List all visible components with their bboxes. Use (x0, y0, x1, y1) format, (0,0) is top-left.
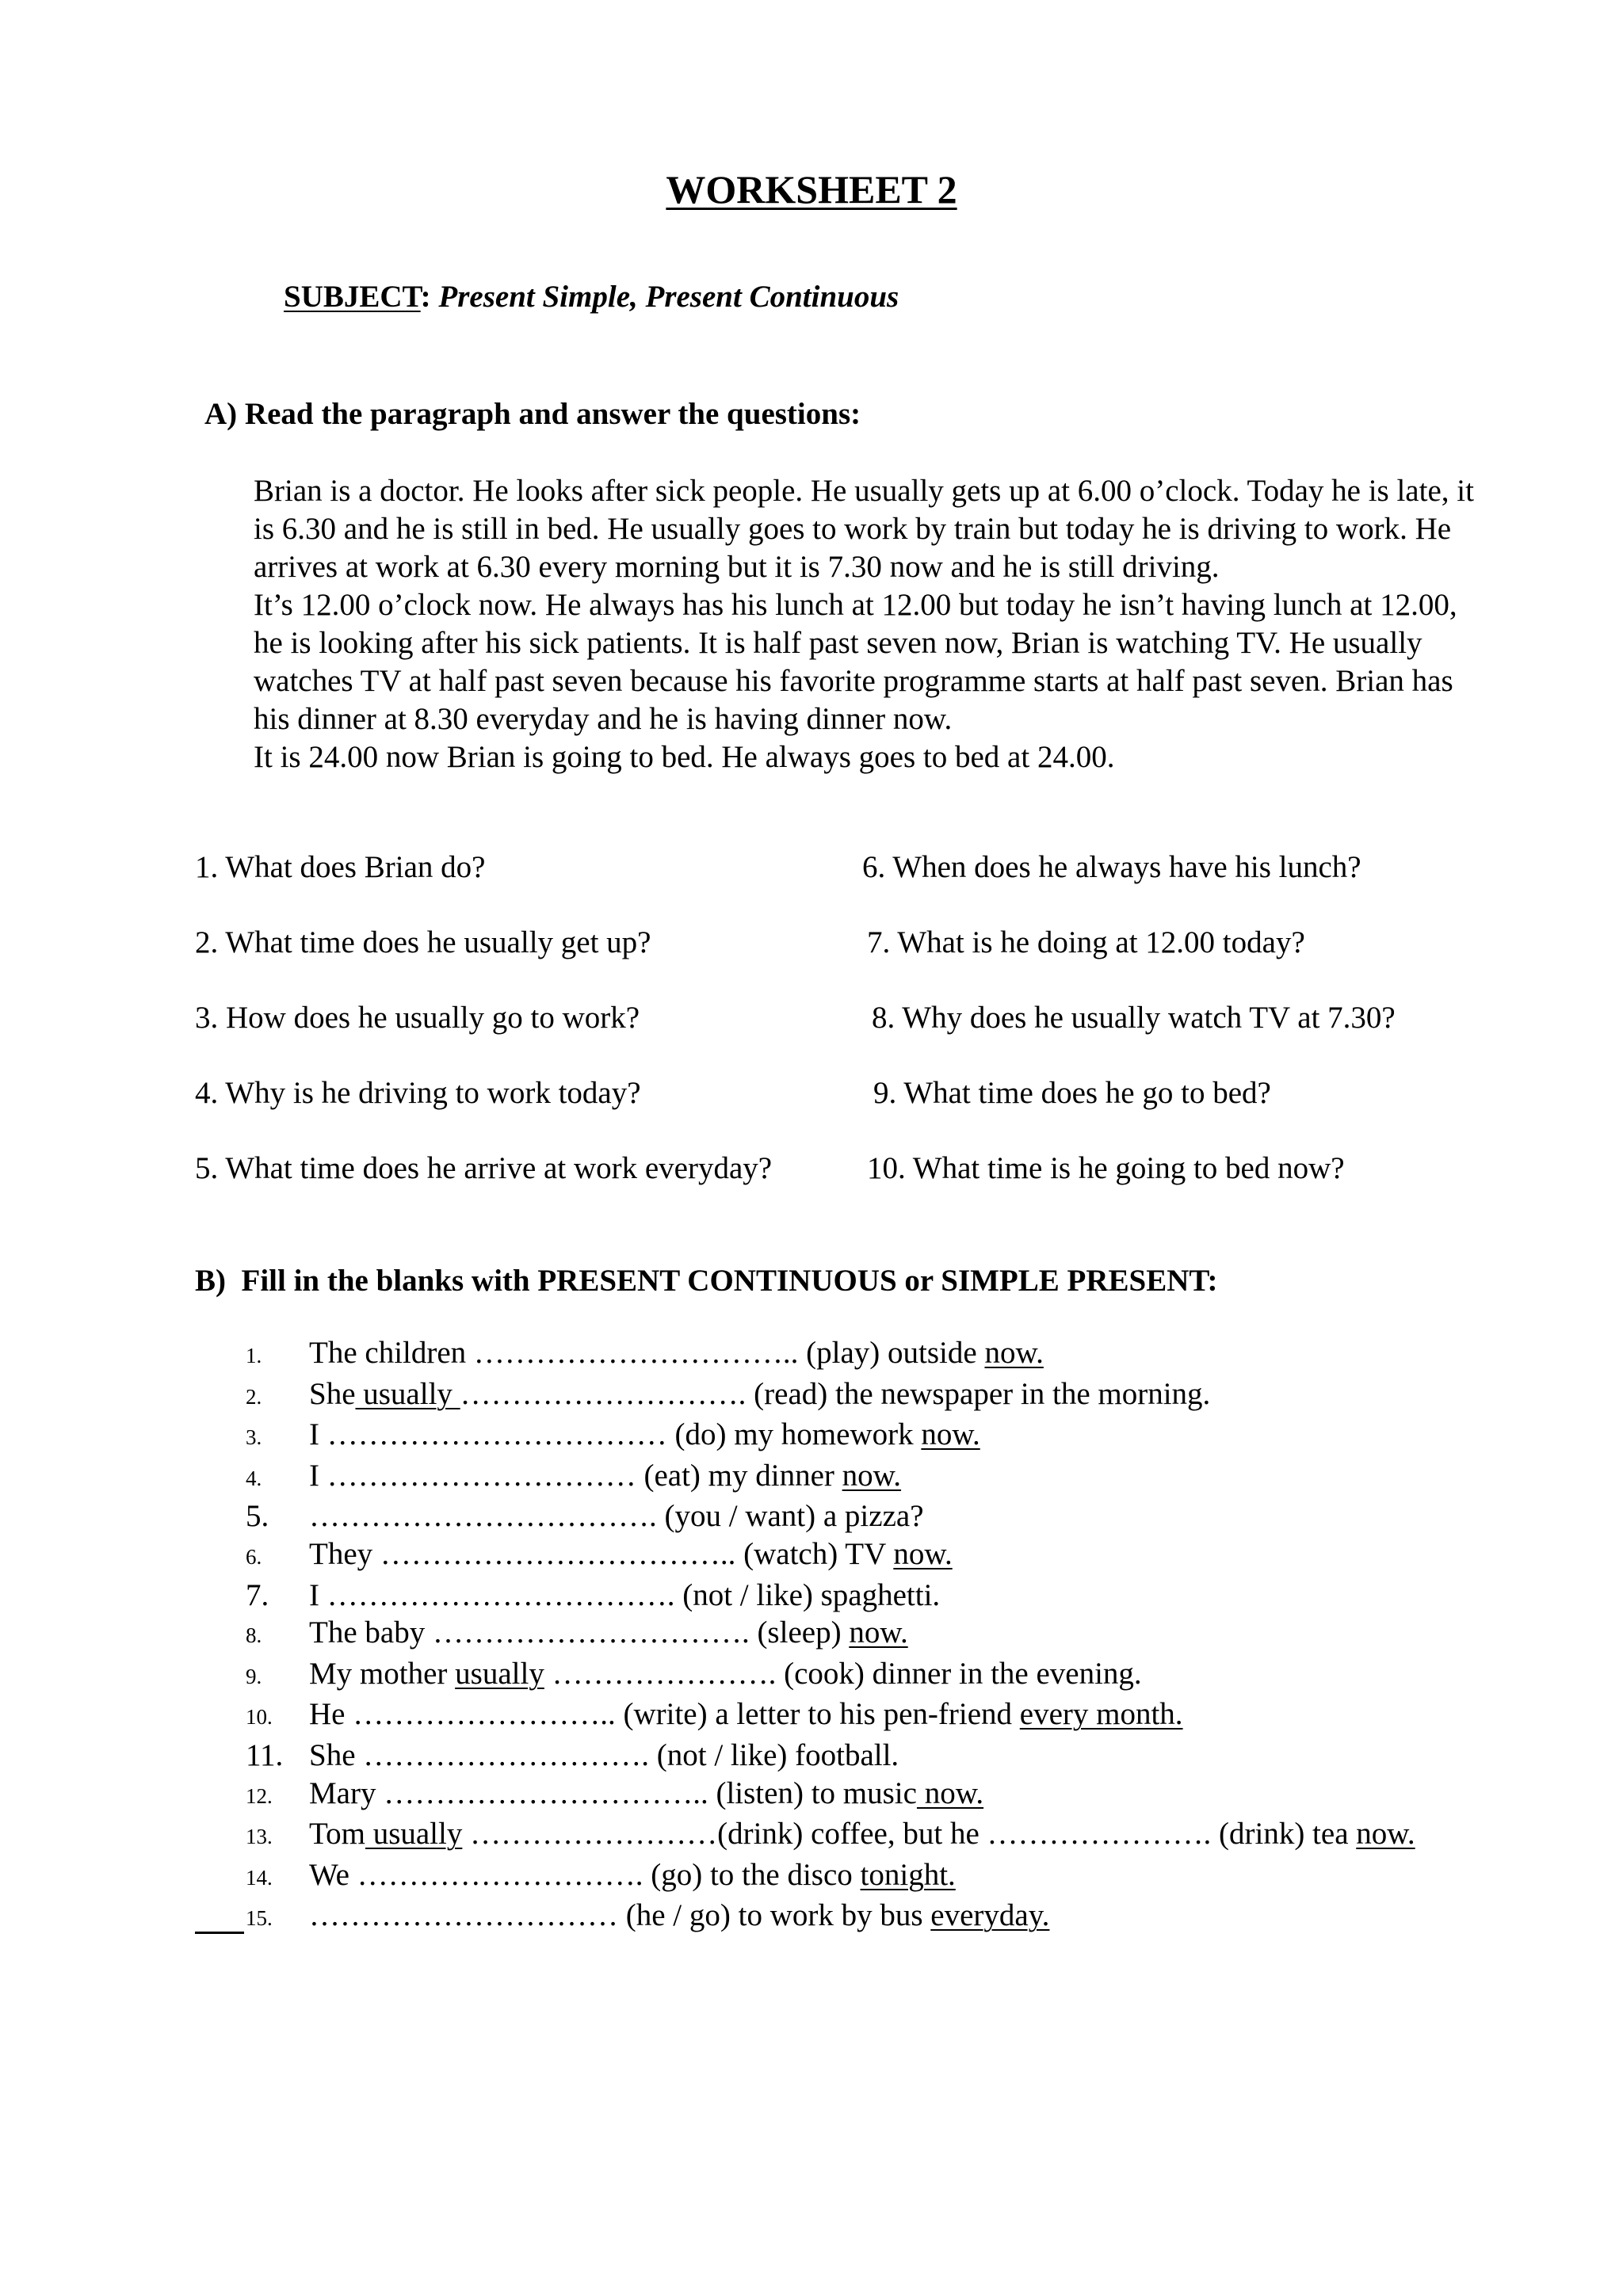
item-text: I …………………………… (do) my homework (309, 1417, 922, 1452)
reading-paragraph (195, 472, 1479, 776)
underlined-text: usually (365, 1817, 463, 1852)
item-text: He …………………….. (write) a letter to his pen-friend (309, 1697, 1020, 1732)
underlined-text: usually (455, 1656, 544, 1691)
question-item: 6. When does he always have his lunch? (862, 850, 1361, 884)
item-number: 3. (246, 1425, 262, 1450)
worksheet-title: WORKSHEET 2 (666, 167, 957, 212)
fill-item (230, 1655, 1415, 1696)
subject-line (284, 279, 899, 315)
fill-item (230, 1897, 1415, 1938)
item-text: ………………………… (he / go) to work by bus (309, 1898, 931, 1933)
question-item: 3. How does he usually go to work? (195, 1001, 640, 1035)
item-text: We ………………………. (go) to the disco (309, 1857, 861, 1892)
question-item: 2. What time does he usually get up? (195, 925, 651, 959)
underlined-text: now. (893, 1536, 953, 1571)
fill-item (230, 1577, 1415, 1615)
underlined-text: now. (1356, 1817, 1415, 1852)
item-text: ……………………………. (you / want) a pizza? (309, 1499, 924, 1534)
item-text: She (309, 1376, 356, 1411)
subject-label: SUBJECT (284, 280, 421, 314)
underlined-text: every month. (1019, 1697, 1183, 1732)
underlined-text: now. (842, 1458, 902, 1493)
underlined-text: now. (984, 1336, 1044, 1370)
underlined-text: now. (849, 1615, 908, 1650)
fill-item (230, 1775, 1415, 1816)
underlined-text: now. (921, 1417, 980, 1452)
item-text: She ………………………. (not / like) football. (309, 1737, 899, 1772)
section-a-heading: A) Read the paragraph and answer the questions: (204, 397, 861, 431)
item-number: 13. (246, 1825, 273, 1849)
fill-in-list (230, 1334, 1415, 1938)
fill-item (230, 1856, 1415, 1897)
question-item: 4. Why is he driving to work today? (195, 1076, 641, 1110)
item-text: ……………………(drink) coffee, but he …………………. (drink) tea (462, 1817, 1357, 1852)
item-text: The baby …………………………. (sleep) (309, 1615, 850, 1650)
item-text: My mother (309, 1656, 456, 1691)
item-number: 12. (246, 1783, 273, 1808)
question-item: 1. What does Brian do? (195, 850, 486, 884)
item-text: …………………. (cook) dinner in the evening. (544, 1656, 1142, 1691)
item-text: The children ………………………….. (play) outside (309, 1336, 985, 1370)
question-item: 8. Why does he usually watch TV at 7.30? (872, 1001, 1396, 1035)
item-number: 11. (246, 1737, 284, 1772)
underlined-text: now. (916, 1775, 984, 1810)
item-number: 9. (246, 1664, 262, 1688)
item-number: 14. (246, 1865, 273, 1890)
subject-colon: : (420, 280, 431, 314)
item-text: Mary ………………………….. (listen) to music (309, 1775, 917, 1810)
fill-item (230, 1695, 1415, 1737)
section-b-heading: B) Fill in the blanks with PRESENT CONTINUOUS or SIMPLE PRESENT: (195, 1264, 1218, 1298)
fill-item (230, 1375, 1415, 1417)
item-number: 15. (246, 1906, 273, 1931)
paragraph-part: Brian is a doctor. He looks after sick people. He usually gets up at 6.00 o’clock. Today he is late, it is 6.30 and he is still in bed. He usually goes to work by train but today he is driving to work. He arrives at work at 6.30 every morning but it is 7.30 now and he is still driving. (254, 474, 1474, 584)
paragraph-part: It’s 12.00 o’clock now. He always has his lunch at 12.00 but today he isn’t having lunch at 12.00, he is looking after his sick patients. It is half past seven now, Brian is watching TV. He usually watches TV at half past seven because his favorite programme starts at half past seven. Brian has his dinner at 8.30 everyday and he is having dinner now. (254, 588, 1457, 736)
footnote-rule (195, 1932, 244, 1934)
fill-item (230, 1815, 1415, 1856)
question-item: 7. What is he doing at 12.00 today? (867, 925, 1305, 959)
item-number: 7. (246, 1577, 269, 1612)
item-text: ………………………. (read) the newspaper in the morning. (460, 1376, 1211, 1411)
item-number: 2. (246, 1384, 262, 1409)
question-item: 9. What time does he go to bed? (873, 1076, 1271, 1110)
item-text: I ……………………………. (not / like) spaghetti. (309, 1577, 941, 1612)
item-number: 4. (246, 1466, 262, 1490)
item-number: 1. (246, 1344, 262, 1367)
fill-item (230, 1334, 1415, 1375)
underlined-text: everyday. (930, 1898, 1050, 1933)
item-text: Tom (309, 1817, 365, 1852)
item-text: They …………………………….. (watch) TV (309, 1536, 894, 1571)
fill-item (230, 1737, 1415, 1775)
fill-item (230, 1614, 1415, 1655)
fill-item (230, 1416, 1415, 1457)
item-number: 10. (246, 1705, 273, 1730)
question-item: 5. What time does he arrive at work everyday? (195, 1151, 773, 1185)
fill-item (230, 1497, 1415, 1535)
paragraph-part: It is 24.00 now Brian is going to bed. He always goes to bed at 24.00. (254, 740, 1115, 774)
underlined-text: tonight. (860, 1857, 956, 1892)
item-number: 6. (246, 1544, 262, 1569)
underlined-text: usually (355, 1376, 460, 1411)
question-item: 10. What time is he going to bed now? (867, 1151, 1345, 1185)
fill-item (230, 1457, 1415, 1498)
item-number: 5. (246, 1499, 269, 1534)
fill-item (230, 1535, 1415, 1577)
subject-value: Present Simple, Present Continuous (438, 280, 899, 314)
item-number: 8. (246, 1623, 262, 1648)
item-text: I ………………………… (eat) my dinner (309, 1458, 842, 1493)
